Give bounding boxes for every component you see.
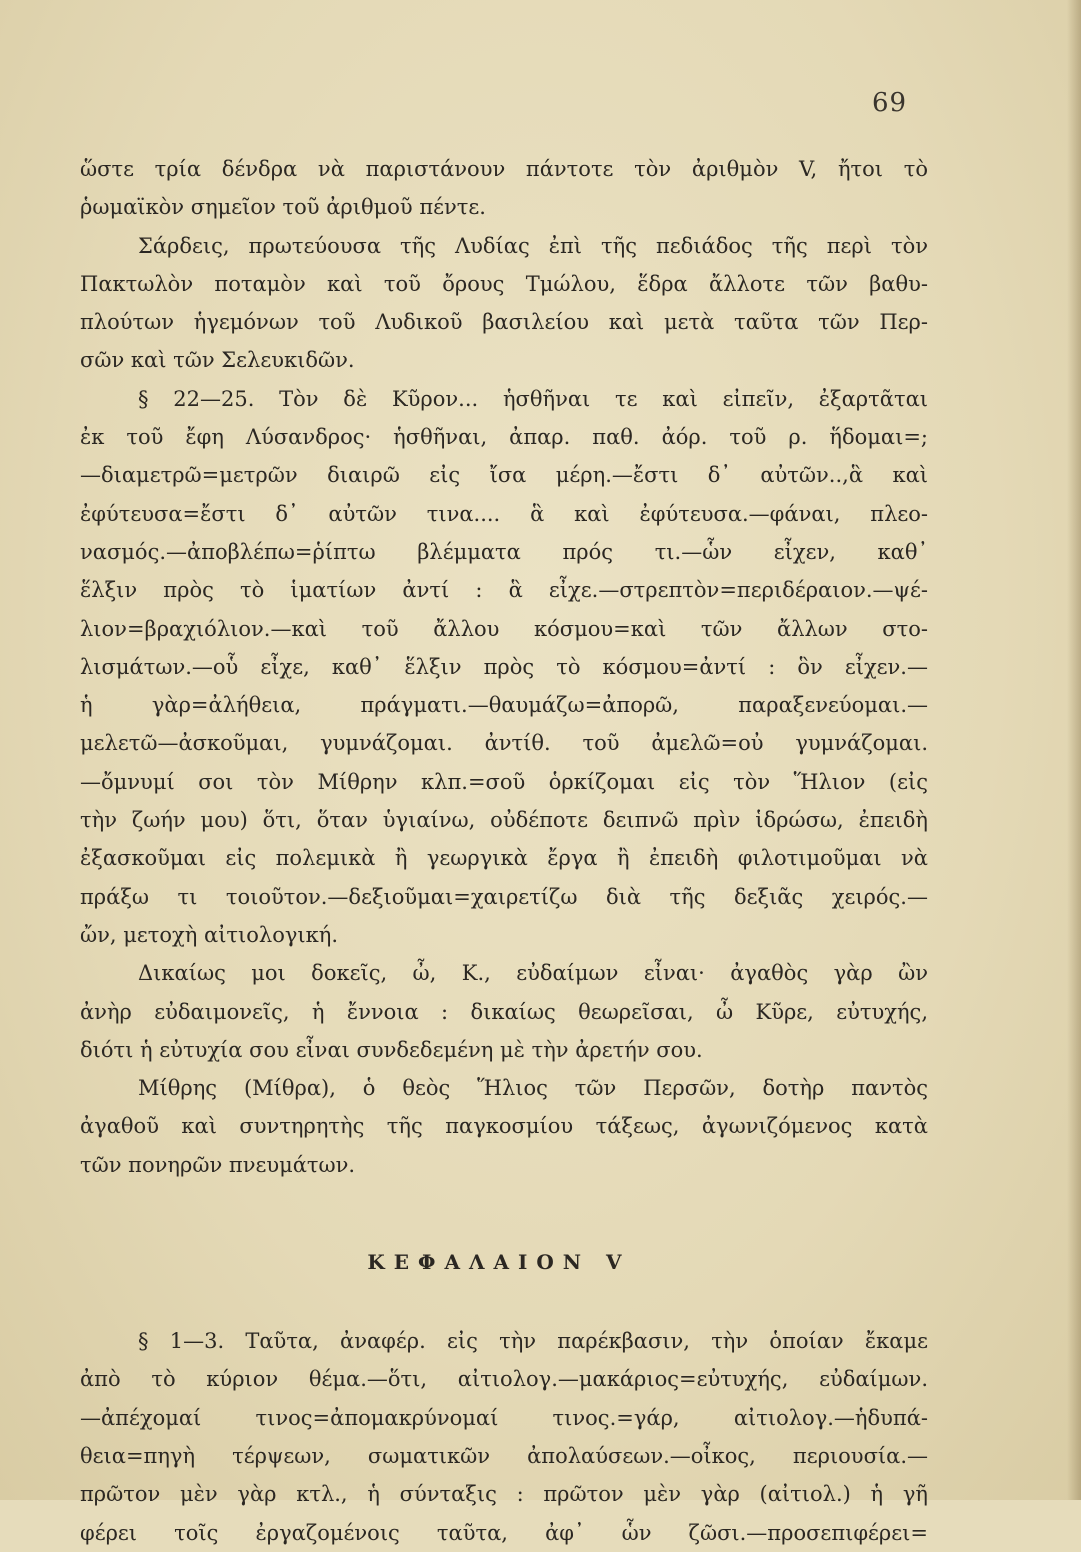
text-line: ἀπὸ τὸ κύριον θέμα.—ὅτι, αἰτιολογ.—μακάριος=εὐτυχής, εὐδαίμων. xyxy=(80,1367,928,1392)
text-line: Μίθρης (Μίθρα), ὁ θεὸς Ἥλιος τῶν Περσῶν, δοτὴρ παντὸς xyxy=(138,1076,928,1101)
text-line: § 1—3. Ταῦτα, ἀναφέρ. εἰς τὴν παρέκβασιν, τὴν ὁποίαν ἔκαμε xyxy=(138,1329,928,1354)
text-line: νασμός.—ἀποβλέπω=ῥίπτω βλέμματα πρός τι.—ὧν εἶχεν, καθ᾽ xyxy=(80,539,928,564)
body-text-after-heading xyxy=(80,1322,928,1552)
page-edge-shadow xyxy=(1067,0,1081,1500)
text-line: πρῶτον μὲν γὰρ κτλ., ἡ σύνταξις : πρῶτον μὲν γὰρ (αἰτιολ.) ἡ γῆ xyxy=(80,1482,928,1507)
text-line: ἀνὴρ εὐδαιμονεῖς, ἡ ἔννοια : δικαίως θεωρεῖσαι, ὦ Κῦρε, εὐτυχής, xyxy=(80,999,928,1024)
text-line: διότι ἡ εὐτυχία σου εἶναι συνδεδεμένη μὲ τὴν ἀρετήν σου. xyxy=(80,1037,703,1062)
text-line: τῶν πονηρῶν πνευμάτων. xyxy=(80,1152,356,1177)
text-line: ὥστε τρία δένδρα νὰ παριστάνουν πάντοτε τὸν ἀριθμὸν V, ἤτοι τὸ xyxy=(80,157,928,181)
text-line: ἀγαθοῦ καὶ συντηρητὴς τῆς παγκοσμίου τάξεως, ἀγωνιζόμενος κατὰ xyxy=(80,1114,928,1139)
text-line: Δικαίως μοι δοκεῖς, ὦ, Κ., εὐδαίμων εἶναι· ἀγαθὸς γὰρ ὢν xyxy=(138,961,928,986)
text-line: τὴν ζωήν μου) ὅτι, ὅταν ὑγιαίνω, οὐδέποτε δειπνῶ πρὶν ἱδρώσω, ἐπειδὴ xyxy=(80,808,928,833)
text-line: —ὄμνυμί σοι τὸν Μίθρην κλπ.=σοῦ ὁρκίζομαι εἰς τὸν Ἥλιον (εἰς xyxy=(80,769,928,794)
text-block xyxy=(80,150,928,1552)
text-line: ἕλξιν πρὸς τὸ ἱματίων ἀντί : ἃ εἶχε.—στρεπτὸν=περιδέραιον.—ψέ- xyxy=(80,578,928,603)
text-line: —διαμετρῶ=μετρῶν διαιρῶ εἰς ἴσα μέρη.—ἔστι δ᾽ αὐτῶν..,ἃ καὶ xyxy=(80,463,928,488)
text-line: ἐκ τοῦ ἔφη Λύσανδρος· ἡσθῆναι, ἀπαρ. παθ. ἀόρ. τοῦ ρ. ἥδομαι=; xyxy=(80,425,928,450)
text-line: φέρει τοῖς ἐργαζομένοις ταῦτα, ἀφ᾽ ὧν ζῶσι.—προσεπιφέρει= xyxy=(80,1520,928,1545)
text-line: § 22—25. Τὸν δὲ Κῦρον... ἡσθῆναι τε καὶ εἰπεῖν, ἐξαρτᾶται xyxy=(138,386,928,411)
text-line: πράξω τι τοιοῦτον.—δεξιοῦμαι=χαιρετίζω διὰ τῆς δεξιᾶς χειρός.— xyxy=(80,884,928,909)
text-line: —ἀπέχομαί τινος=ἀπομακρύνομαί τινος.=γάρ, αἰτιολογ.—ἡδυπά- xyxy=(80,1405,928,1430)
text-line: Πακτωλὸν ποταμὸν καὶ τοῦ ὄρους Τμώλου, ἕδρα ἄλλοτε τῶν βαθυ- xyxy=(80,271,928,296)
chapter-spacer xyxy=(80,1282,928,1322)
text-line: ἐφύτευσα=ἔστι δ᾽ αὐτῶν τινα.... ἃ καὶ ἐφύτευσα.—φάναι, πλεο- xyxy=(80,501,928,526)
text-line: πλούτων ἡγεμόνων τοῦ Λυδικοῦ βασιλείου καὶ μετὰ ταῦτα τῶν Περ- xyxy=(80,310,928,335)
text-line: Σάρδεις, πρωτεύουσα τῆς Λυδίας ἐπὶ τῆς πεδιάδος τῆς περὶ τὸν xyxy=(138,233,928,258)
text-line: ῥωμαϊκὸν σημεῖον τοῦ ἀριθμοῦ πέντε. xyxy=(80,195,486,220)
chapter-heading: ΚΕΦΑΛΑΙΟΝ V xyxy=(367,1250,631,1275)
chapter-spacer xyxy=(80,1184,928,1242)
text-line: λισμάτων.—οὗ εἶχε, καθ᾽ ἕλξιν πρὸς τὸ κόσμου=ἀντί : ὃν εἶχεν.— xyxy=(80,654,928,679)
text-line: ἐξασκοῦμαι εἰς πολεμικὰ ἢ γεωργικὰ ἔργα ἢ ἐπειδὴ φιλοτιμοῦμαι νὰ xyxy=(80,846,928,871)
text-line: ἡ γὰρ=ἀλήθεια, πράγματι.—θαυμάζω=ἀπορῶ, παραξενεύομαι.— xyxy=(80,693,928,718)
text-line: σῶν καὶ τῶν Σελευκιδῶν. xyxy=(80,348,355,373)
text-line: λιον=βραχιόλιον.—καὶ τοῦ ἄλλου κόσμου=καὶ τῶν ἄλλων στο- xyxy=(80,616,928,641)
text-line: μελετῶ—ἀσκοῦμαι, γυμνάζομαι. ἀντίθ. τοῦ ἀμελῶ=οὐ γυμνάζομαι. xyxy=(80,731,928,756)
text-line: θεια=πηγὴ τέρψεων, σωματικῶν ἀπολαύσεων.—οἶκος, περιουσία.— xyxy=(80,1443,928,1468)
text-line: ὤν, μετοχὴ αἰτιολογική. xyxy=(80,922,339,947)
page-number: 69 xyxy=(872,88,908,118)
body-text-before-heading xyxy=(80,150,928,1184)
